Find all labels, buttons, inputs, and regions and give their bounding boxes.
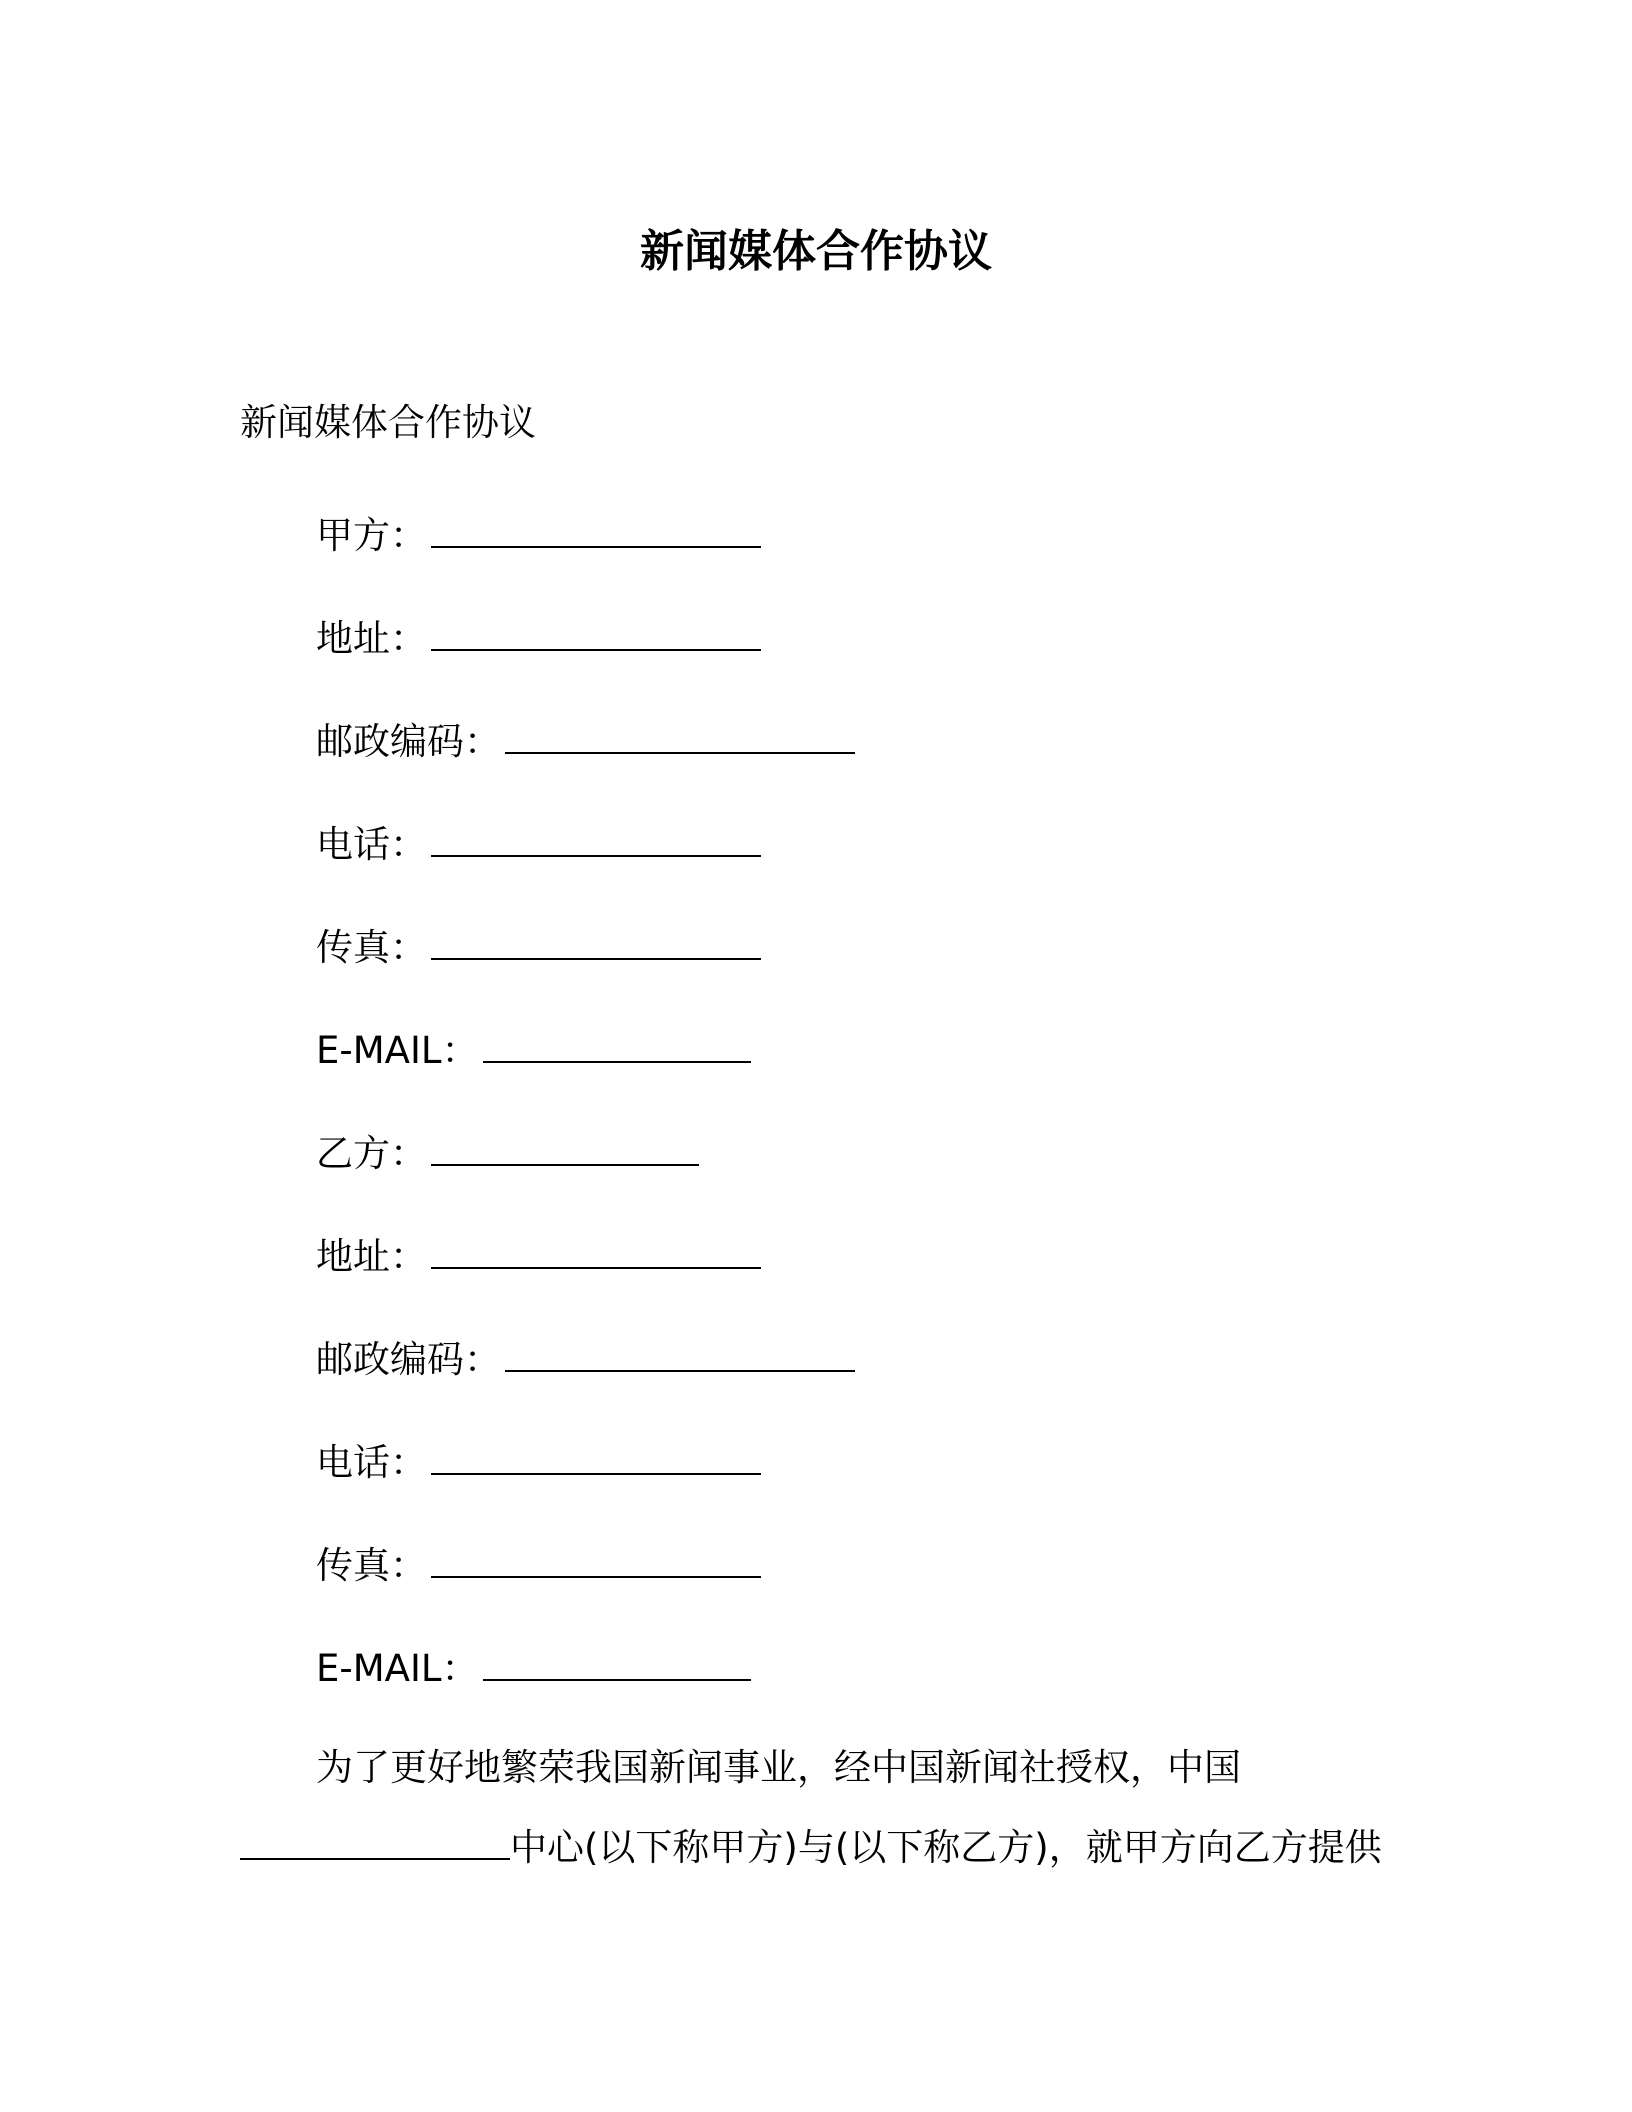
fill-in-blank — [431, 1229, 761, 1269]
party-b-email-field — [316, 1641, 751, 1694]
party-a-fax-field — [316, 920, 761, 973]
fill-in-blank — [431, 1538, 761, 1578]
field-label: 地址： — [316, 1235, 427, 1278]
agreement-paragraph-line-2 — [240, 1820, 1382, 1873]
party-b-field — [316, 1126, 699, 1179]
fill-in-blank — [240, 1820, 510, 1860]
field-label: 传真： — [316, 1544, 427, 1587]
field-label: 电话： — [316, 823, 427, 866]
fill-in-blank — [483, 1641, 751, 1681]
party-a-phone-field — [316, 817, 761, 870]
document-subtitle: 新闻媒体合作协议 — [240, 401, 536, 444]
party-b-address-field — [316, 1229, 761, 1282]
party-a-field — [316, 508, 761, 561]
fill-in-blank — [431, 611, 761, 651]
field-label: 传真： — [316, 926, 427, 969]
fill-in-blank — [505, 714, 855, 754]
party-a-address-field — [316, 611, 761, 664]
field-label: E-MAIL： — [316, 1647, 479, 1690]
field-label: E-MAIL： — [316, 1029, 479, 1072]
document-title: 新闻媒体合作协议 — [640, 226, 992, 277]
fill-in-blank — [431, 920, 761, 960]
fill-in-blank — [431, 508, 761, 548]
paragraph-text: 中心(以下称甲方)与(以下称乙方)，就甲方向乙方提供 — [510, 1826, 1382, 1869]
party-a-postcode-field — [316, 714, 855, 767]
fill-in-blank — [483, 1023, 751, 1063]
field-label: 地址： — [316, 617, 427, 660]
fill-in-blank — [431, 1435, 761, 1475]
agreement-paragraph-line-1: 为了更好地繁荣我国新闻事业，经中国新闻社授权，中国 — [316, 1746, 1241, 1789]
fill-in-blank — [431, 1126, 699, 1166]
field-label: 电话： — [316, 1441, 427, 1484]
party-b-phone-field — [316, 1435, 761, 1488]
party-b-postcode-field — [316, 1332, 855, 1385]
field-label: 乙方： — [316, 1132, 427, 1175]
fill-in-blank — [431, 817, 761, 857]
party-b-fax-field — [316, 1538, 761, 1591]
field-label: 邮政编码： — [316, 720, 501, 763]
field-label: 甲方： — [316, 514, 427, 557]
fill-in-blank — [505, 1332, 855, 1372]
field-label: 邮政编码： — [316, 1338, 501, 1381]
party-a-email-field — [316, 1023, 751, 1076]
